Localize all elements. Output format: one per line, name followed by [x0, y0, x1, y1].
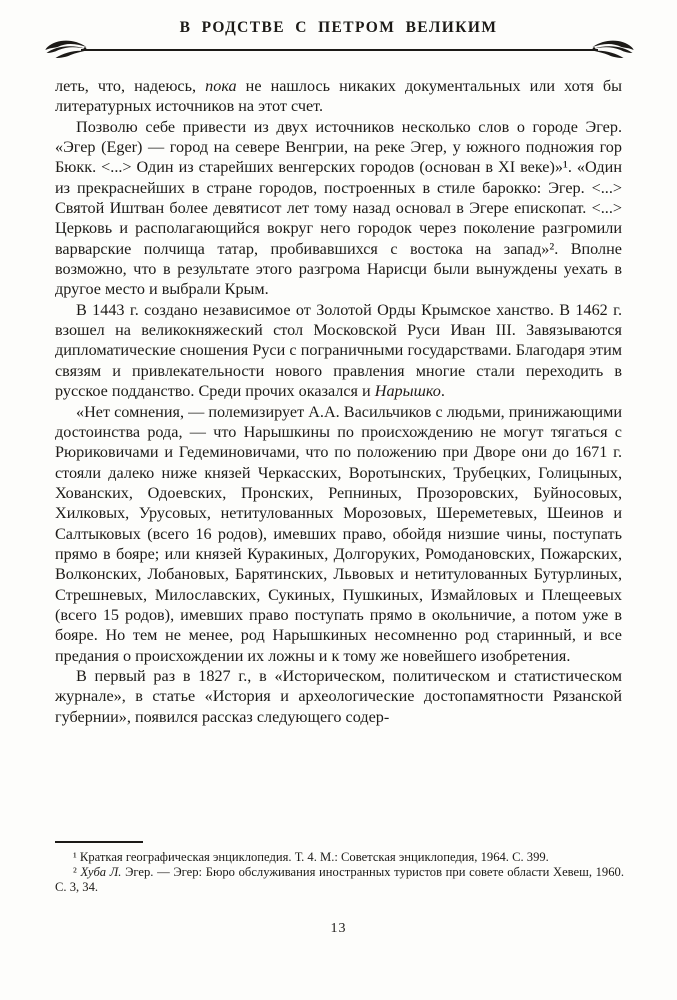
- italic-text-run: пока: [205, 77, 237, 95]
- text-run: В первый раз в 1827 г., в «Историческом, политическом и статистическом журнале», в статье «История и археологические достопамятности Рязанской губернии», появился рассказ следующего содер-: [55, 666, 622, 726]
- footnote-1: [55, 850, 624, 865]
- running-header: [0, 0, 677, 60]
- chapter-title: В РОДСТВЕ С ПЕТРОМ ВЕЛИКИМ: [179, 19, 498, 36]
- page-number: 13: [330, 921, 347, 936]
- paragraph: [55, 666, 622, 727]
- footnotes: [55, 841, 624, 894]
- paragraph: [55, 117, 622, 300]
- paragraph: [55, 76, 622, 117]
- text-run: «Нет сомнения, — полемизирует А.А. Васильчиков с людьми, принижающими достоинства рода, — что Нарышкины по происхождению не могут тягаться с Рюриковичами и Гедеминовичами, что по положению при Дворе они до 1671 г. стояли далеко ниже князей Черкасских, Воротынских, Трубецких, Голицыных, Хованских, Одоевских, Пронских, Репниных, Прозоровских, Буйносовых, Хилковых, Урусовых, нетитулованных Морозовых, Шереметевых, Шеинов и Салтыковых (всего 16 родов), имевших право, обойдя низшие чины, поступать прямо в бояре; или князей Куракиных, Долгоруких, Ромодановских, Пожарских, Волконских, Лобановых, Барятинских, Львовых и нетитулованных Бутурлиных, Стрешневых, Милославских, Сукиных, Пушкиных, Измайловых и Плещеевых (всего 15 родов), имевших право поступать прямо в окольничие, а потом уже в бояре. Но тем не менее, род Нарышкиных несомненно род старинный, и все предания о происхождении их ложны и к тому же новейшего изобретения.: [55, 402, 622, 665]
- floral-flourish-icon: [590, 38, 637, 60]
- text-run: ¹ Краткая географическая энциклопедия. Т. 4. М.: Советская энциклопедия, 1964. С. 399.: [73, 850, 549, 864]
- paragraph: [55, 300, 622, 402]
- text-run: ²: [73, 864, 81, 879]
- italic-text-run: Хуба Л.: [80, 864, 122, 879]
- footnote-2: [55, 865, 624, 895]
- header-rule: [42, 38, 637, 60]
- body-text: [55, 76, 622, 727]
- text-run: Позволю себе привести из двух источников несколько слов о городе Эгер. «Эгер (Eger) — город на севере Венгрии, на реке Эгер, у южного подножия гор Бюкк. <...> Один из старейших венгерских городов (основан в XI веке)»¹. «Один из прекраснейших в стране городов, построенных в стиле барокко: Эгер. <...> Святой Иштван более девятисот лет тому назад основал в Эгере епископат. <...> Церковь и располагающийся вокруг него городок через поколение разгромили варварские полчища татар, пробивавшихся с востока на запад»². Вполне возможно, что в результате этого разгрома Нарисци были вынуждены уехать в другое место и выбрали Крым.: [55, 117, 622, 299]
- text-run: В 1443 г. создано независимое от Золотой Орды Крымское ханство. В 1462 г. взошел на великокняжеский стол Московской Руси Иван III. Завязываются дипломатические сношения Руси с пограничными государствами. Благодаря этим связям и привлекательности нового правления многие стали переходить в русское подданство. Среди прочих оказался и: [55, 300, 622, 401]
- paragraph: [55, 402, 622, 666]
- text-run: Эгер. — Эгер: Бюро обслуживания иностранных туристов при совете области Хевеш, 1960. С. 3, 34.: [55, 864, 624, 894]
- header-rule-line: [81, 49, 598, 51]
- footnote-separator: [55, 841, 143, 843]
- italic-text-run: Нарышко: [374, 382, 441, 401]
- text-run: не нашлось никаких документальных или хотя бы литературных источников на этот счет.: [55, 77, 622, 116]
- text-run: леть, что, надеюсь,: [55, 77, 206, 95]
- text-run: .: [440, 382, 445, 401]
